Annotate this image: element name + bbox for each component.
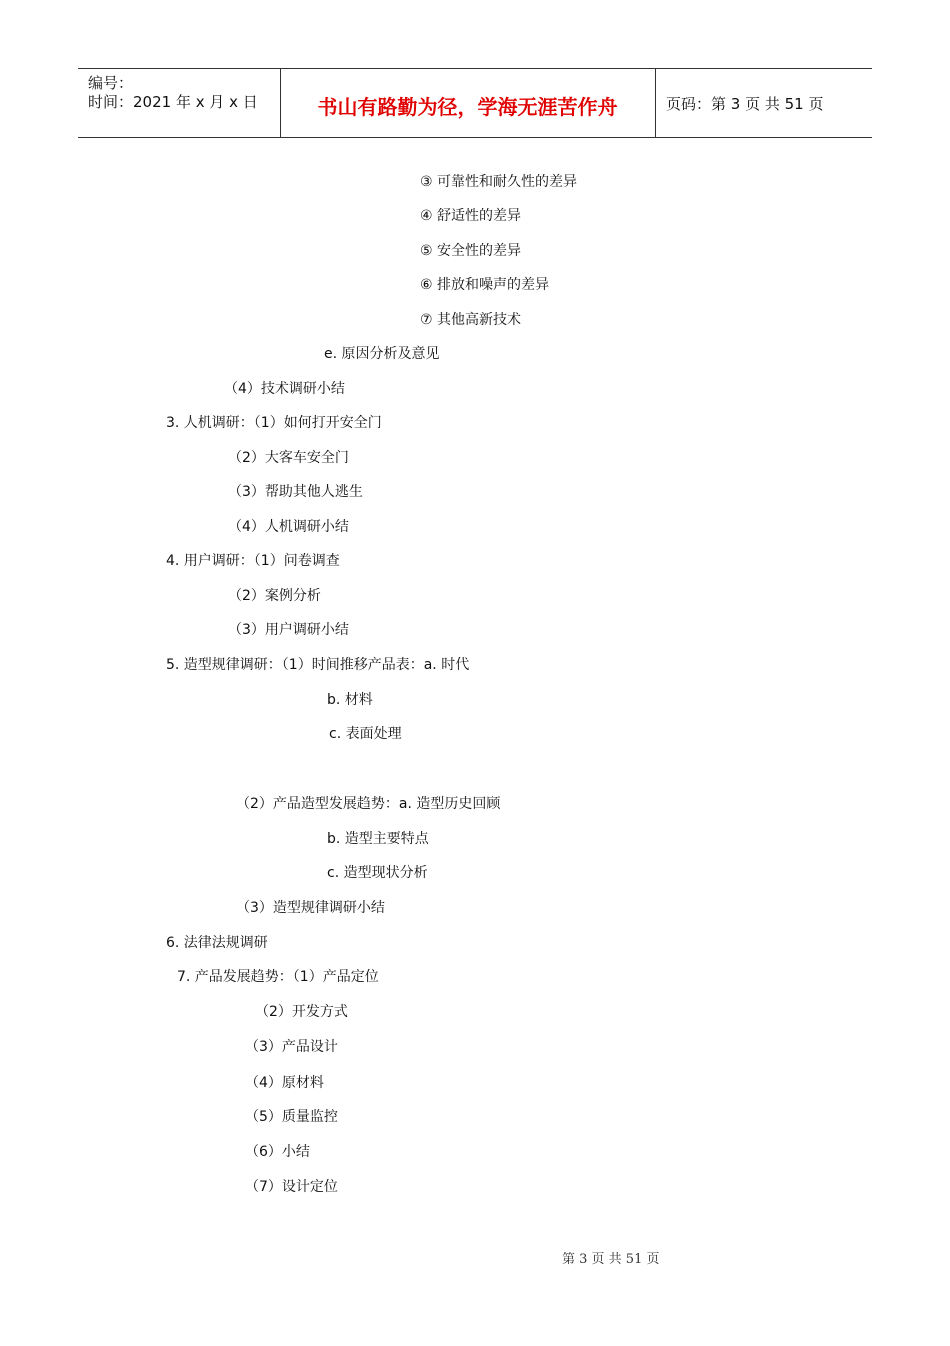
outline-item: （3）用户调研小结 [228, 622, 349, 638]
outline-item: c. 表面处理 [329, 726, 402, 742]
outline-item: ⑦ 其他高新技术 [420, 312, 522, 328]
outline-item: 6. 法律法规调研 [166, 935, 268, 951]
outline-item: 4. 用户调研：（1）问卷调查 [166, 553, 340, 569]
outline-item: 7. 产品发展趋势：（1）产品定位 [177, 969, 379, 985]
outline-item: 5. 造型规律调研：（1）时间推移产品表：a. 时代 [166, 657, 470, 673]
outline-item: （4）原材料 [245, 1075, 324, 1091]
outline-item: b. 材料 [327, 692, 373, 708]
outline-item: （4）技术调研小结 [224, 381, 345, 397]
outline-item: （3）帮助其他人逃生 [228, 484, 363, 500]
header-page-info: 页码：第 3 页 共 51 页 [666, 95, 824, 113]
outline-item: b. 造型主要特点 [327, 831, 429, 847]
outline-item: （7）设计定位 [245, 1179, 338, 1195]
outline-item: （6）小结 [245, 1144, 310, 1160]
document-number-label: 编号： [88, 74, 134, 92]
outline-item: ⑤ 安全性的差异 [420, 243, 522, 259]
header-motto: 书山有路勤为径，学海无涯苦作舟 [317, 95, 618, 119]
outline-item: 3. 人机调研：（1）如何打开安全门 [166, 415, 382, 431]
outline-item: （3）产品设计 [245, 1039, 338, 1055]
outline-item: （3）造型规律调研小结 [236, 900, 385, 916]
header-left-cell [78, 69, 281, 137]
outline-item: c. 造型现状分析 [327, 865, 428, 881]
header-page-cell [656, 69, 872, 137]
outline-item: （4）人机调研小结 [228, 519, 349, 535]
outline-item: ④ 舒适性的差异 [420, 208, 522, 224]
outline-item: （2）产品造型发展趋势：a. 造型历史回顾 [236, 796, 501, 812]
outline-item: ⑥ 排放和噪声的差异 [420, 277, 550, 293]
outline-item: e. 原因分析及意见 [324, 346, 440, 362]
outline-item: ③ 可靠性和耐久性的差异 [420, 174, 578, 190]
header-motto-cell [280, 69, 656, 137]
document-time-label: 时间：2021 年 x 月 x 日 [88, 93, 258, 111]
page-footer: 第 3 页 共 51 页 [562, 1252, 660, 1267]
outline-item: （2）开发方式 [255, 1004, 348, 1020]
outline-item: （2）案例分析 [228, 588, 321, 604]
outline-item: （2）大客车安全门 [228, 450, 349, 466]
outline-item: （5）质量监控 [245, 1109, 338, 1125]
page-header [78, 68, 872, 138]
